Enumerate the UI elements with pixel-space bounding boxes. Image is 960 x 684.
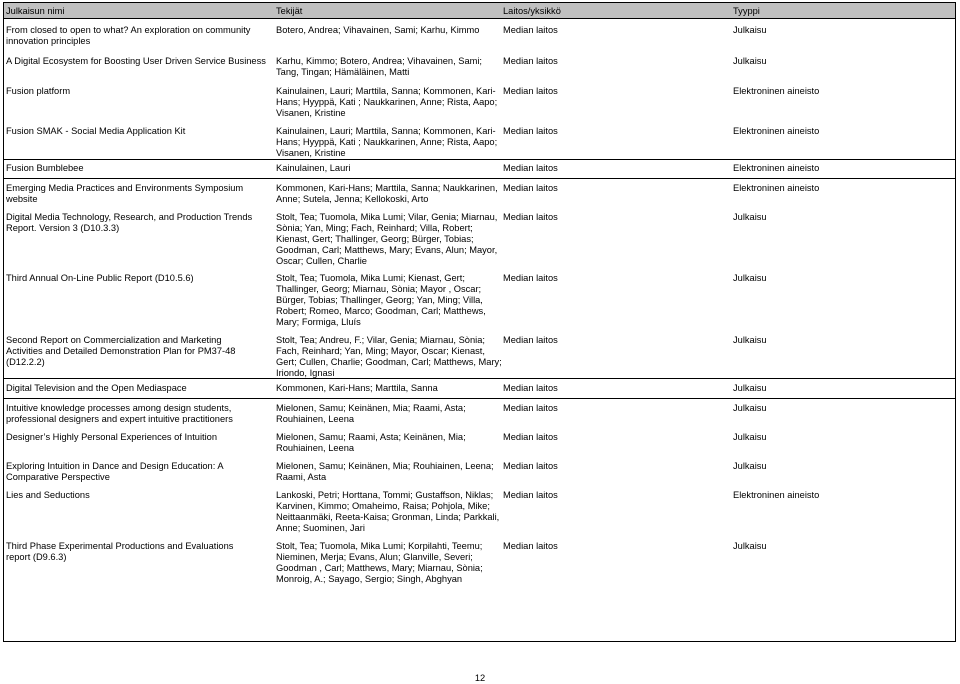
header-unit: Laitos/yksikkö <box>503 6 561 16</box>
row-type: Elektroninen aineisto <box>733 490 820 500</box>
row-authors: Kommonen, Kari-Hans; Marttila, Sanna <box>276 383 438 393</box>
row-authors: Stolt, Tea; Tuomola, Mika Lumi; Korpilahti, Teemu; Nieminen, Merja; Evans, Alun; Glanville, Severi; Goodman , Carl; Matthews, Mary; Miarnau, Sònia; Monroig, A.; Sayago, Sergio; Singh, Abghyan <box>276 541 483 584</box>
row-authors: Lankoski, Petri; Horttana, Tommi; Gustaffson, Niklas; Karvinen, Kimmo; Omaheimo, Raisa; Pohjola, Mike; Neittaanmäki, Reeta-Kaisa; Gronman, Linda; Parkkali, Anne; Suominen, Jari <box>276 490 500 533</box>
row-divider <box>4 398 955 399</box>
row-type: Julkaisu <box>733 403 767 413</box>
row-title: Third Annual On-Line Public Report (D10.5.6) <box>6 273 194 283</box>
row-authors: Stolt, Tea; Andreu, F.; Vilar, Genia; Miarnau, Sònia; Fach, Reinhard; Yan, Ming; Mayor, Oscar; Kienast, Gert; Cullen, Charlie; Goodman, Carl; Matthews, Mary; Iriondo, Ignasi <box>276 335 502 378</box>
row-divider <box>4 178 955 179</box>
row-title: Exploring Intuition in Dance and Design Education: A Comparative Perspective <box>6 461 224 482</box>
row-title: From closed to open to what? An exploration on community innovation principles <box>6 25 251 46</box>
row-title: Emerging Media Practices and Environments Symposium website <box>6 183 244 204</box>
row-type: Julkaisu <box>733 432 767 442</box>
row-title: A Digital Ecosystem for Boosting User Driven Service Business <box>6 56 266 66</box>
header-type: Tyyppi <box>733 6 760 16</box>
row-unit: Median laitos <box>503 490 558 500</box>
row-title: Digital Television and the Open Mediaspace <box>6 383 187 393</box>
row-unit: Median laitos <box>503 86 558 96</box>
row-unit: Median laitos <box>503 403 558 413</box>
header-authors: Tekijät <box>276 6 303 16</box>
row-title: Digital Media Technology, Research, and Production Trends Report. Version 3 (D10.3.3) <box>6 212 253 233</box>
row-title: Lies and Seductions <box>6 490 90 500</box>
row-type: Julkaisu <box>733 461 767 471</box>
row-authors: Kommonen, Kari-Hans; Marttila, Sanna; Naukkarinen, Anne; Sutela, Jenna; Kellokoski, Arto <box>276 183 498 204</box>
row-title: Fusion Bumblebee <box>6 163 84 173</box>
row-authors: Kainulainen, Lauri; Marttila, Sanna; Kommonen, Kari-Hans; Hyyppä, Kati ; Naukkarinen, Anne; Rista, Aapo; Visanen, Kristine <box>276 126 498 158</box>
row-unit: Median laitos <box>503 56 558 66</box>
row-unit: Median laitos <box>503 163 558 173</box>
row-unit: Median laitos <box>503 25 558 35</box>
row-unit: Median laitos <box>503 461 558 471</box>
row-type: Elektroninen aineisto <box>733 86 820 96</box>
row-authors: Karhu, Kimmo; Botero, Andrea; Vihavainen, Sami; Tang, Tingan; Hämäläinen, Matti <box>276 56 483 77</box>
row-title: Third Phase Experimental Productions and Evaluations report (D9.6.3) <box>6 541 234 562</box>
row-authors: Kainulainen, Lauri; Marttila, Sanna; Kommonen, Kari-Hans; Hyyppä, Kati ; Naukkarinen, Anne; Rista, Aapo; Visanen, Kristine <box>276 86 498 118</box>
row-unit: Median laitos <box>503 432 558 442</box>
row-authors: Botero, Andrea; Vihavainen, Sami; Karhu, Kimmo <box>276 25 480 35</box>
header-title: Julkaisun nimi <box>6 6 65 16</box>
table-header <box>4 3 955 19</box>
row-authors: Mielonen, Samu; Keinänen, Mia; Raami, Asta; Rouhiainen, Leena <box>276 403 466 424</box>
row-authors: Mielonen, Samu; Raami, Asta; Keinänen, Mia; Rouhiainen, Leena <box>276 432 466 453</box>
page-number: 12 <box>474 673 486 683</box>
row-unit: Median laitos <box>503 273 558 283</box>
row-type: Julkaisu <box>733 335 767 345</box>
row-authors: Stolt, Tea; Tuomola, Mika Lumi; Kienast, Gert; Thallinger, Georg; Miarnau, Sònia; Mayor , Oscar; Bürger, Tobias; Thallinger, Georg; Yan, Ming; Villa, Robert; Romeo, Marco; Goodman, Carl; Matthews, Mary; Formiga, Lluís <box>276 273 486 327</box>
row-type: Julkaisu <box>733 273 767 283</box>
row-type: Elektroninen aineisto <box>733 163 820 173</box>
row-title: Designer’s Highly Personal Experiences of Intuition <box>6 432 218 442</box>
row-unit: Median laitos <box>503 212 558 222</box>
row-type: Julkaisu <box>733 56 767 66</box>
row-unit: Median laitos <box>503 541 558 551</box>
row-unit: Median laitos <box>503 335 558 345</box>
publications-table <box>3 2 956 642</box>
row-type: Elektroninen aineisto <box>733 126 820 136</box>
row-title: Second Report on Commercialization and Marketing Activities and Detailed Demonstration Plan for PM37-48 (D12.2.2) <box>6 335 236 367</box>
row-title: Intuitive knowledge processes among design students, professional designers and expert intuitive practitioners <box>6 403 233 424</box>
row-divider <box>4 378 955 379</box>
row-type: Julkaisu <box>733 212 767 222</box>
row-authors: Stolt, Tea; Tuomola, Mika Lumi; Vilar, Genia; Miarnau, Sònia; Yan, Ming; Fach, Reinhard; Villa, Robert; Kienast, Gert; Thallinger, Georg; Bürger, Tobias; Goodman, Carl; Matthews, Mary; Evans, Alun; Mayor, Oscar; Cullen, Charlie <box>276 212 498 266</box>
row-title: Fusion SMAK - Social Media Application Kit <box>6 126 186 136</box>
row-unit: Median laitos <box>503 183 558 193</box>
row-divider <box>4 159 955 160</box>
row-unit: Median laitos <box>503 126 558 136</box>
row-title: Fusion platform <box>6 86 71 96</box>
row-authors: Mielonen, Samu; Keinänen, Mia; Rouhiainen, Leena; Raami, Asta <box>276 461 494 482</box>
row-type: Julkaisu <box>733 25 767 35</box>
row-type: Elektroninen aineisto <box>733 183 820 193</box>
row-authors: Kainulainen, Lauri <box>276 163 351 173</box>
row-type: Julkaisu <box>733 383 767 393</box>
row-unit: Median laitos <box>503 383 558 393</box>
row-type: Julkaisu <box>733 541 767 551</box>
